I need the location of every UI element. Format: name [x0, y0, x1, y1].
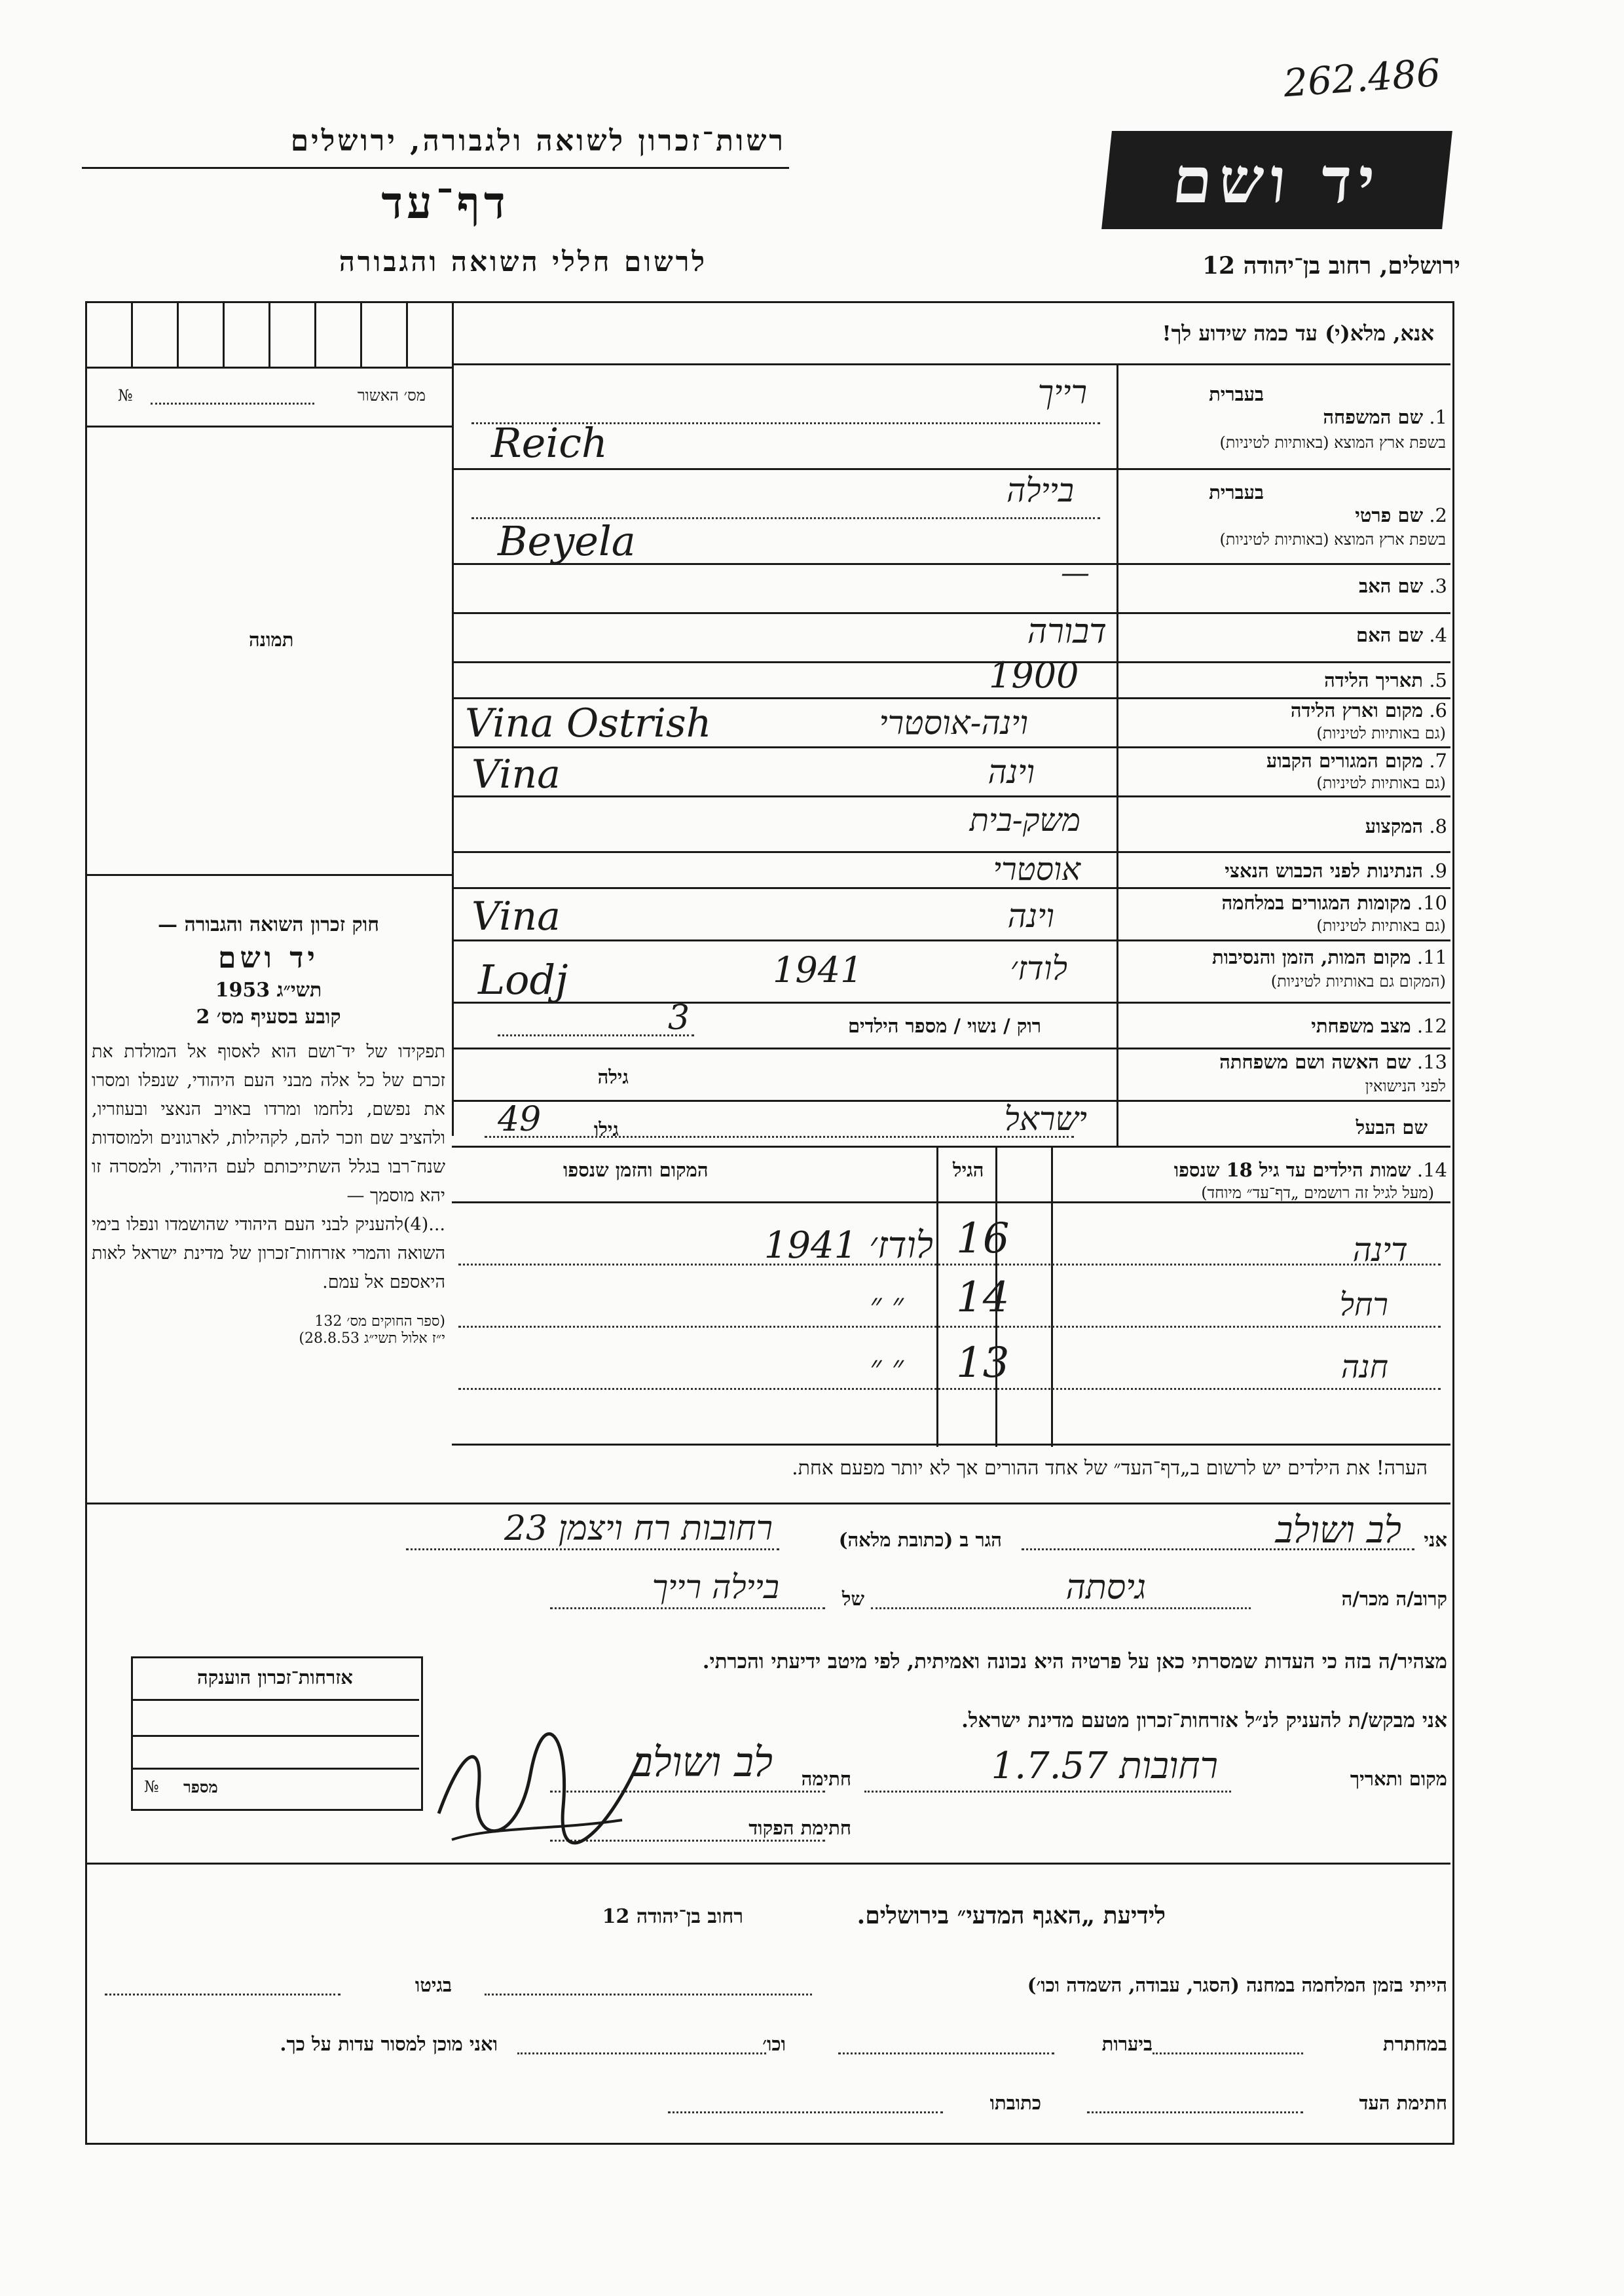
war-residence-latin: Vina — [471, 894, 561, 939]
footer-line-1a: הייתי בזמן המלחמה במחנה (הסגר, עבודה, השמדה וכו׳) — [1027, 1974, 1447, 1996]
field-1-note: בשפת ארץ המוצא (באותיות לטיניות) — [1219, 433, 1446, 452]
place-date-value: רחובות 1.7.57 — [991, 1745, 1218, 1787]
authority-title: רשות־זכרון לשואה ולגבורה, ירושלים — [290, 124, 786, 158]
footer-line-1b: בגיטו — [415, 1974, 452, 1996]
family-name-latin: Reich — [491, 419, 608, 467]
child-3-place: ״ ״ — [870, 1349, 904, 1385]
marital-options: רוק / נשוי / מספר הילדים — [847, 1015, 1041, 1037]
husband-label: שם הבעל — [1356, 1116, 1428, 1139]
children-col-age: הגיל — [953, 1159, 984, 1181]
declarant-address: רחובות רח ויצמן 23 — [504, 1509, 773, 1548]
profession-value: משק-בית — [969, 802, 1080, 839]
of-name-value: ביילה רייך — [652, 1568, 779, 1606]
child-2-name: רחל — [1339, 1286, 1388, 1323]
death-year-value: 1941 — [773, 949, 863, 991]
header-address: ירושלים, רחוב בן־יהודה 12 — [1202, 252, 1460, 280]
field-11-note: (המקום גם באותיות לטיניות) — [1270, 972, 1446, 991]
child-3-age: 13 — [956, 1339, 1010, 1387]
remark-text: הערה! את הילדים יש לרשום ב„דף־העד״ של אחד ההורים אך לא יותר מפעם אחת. — [792, 1457, 1428, 1480]
approval-number-label: מס׳ האשור — [357, 386, 426, 405]
request-text: אני מבקש/ת להעניק לנ״ל אזרחות־זכרון מטעם מדינת ישראל. — [961, 1709, 1447, 1732]
field-2-heb-tag: בעברית — [1209, 481, 1264, 503]
footer-line-2b: ביערות — [1101, 2033, 1153, 2055]
wife-age-label: גילה — [597, 1066, 629, 1088]
law-line-1: חוק זכרון השואה והגבורה — — [158, 913, 379, 936]
law-line-4: קובע בסעיף מס׳ 2 — [196, 1006, 341, 1029]
approval-number-mark: № — [118, 386, 133, 405]
child-1-name: דינה — [1352, 1231, 1408, 1269]
war-residence-hebrew: וינה — [1007, 897, 1054, 935]
field-8-label: 8. המקצוע — [1365, 815, 1447, 837]
field-6-note: (גם באותיות לטיניות) — [1316, 724, 1446, 742]
field-11-label: 11. מקום המות, הזמן והנסיבות — [1212, 946, 1447, 968]
field-7-label: 7. מקום המגורים הקבוע — [1266, 750, 1447, 772]
law-line-2: יד ושם — [218, 941, 319, 975]
birth-date-value: 1900 — [989, 655, 1079, 696]
photo-label: תמונה — [249, 629, 294, 651]
form-title: דף־עד — [381, 177, 509, 229]
declarant-name: לב ושולב — [1275, 1509, 1401, 1552]
field-2-note: בשפת ארץ המוצא (באותיות לטיניות) — [1219, 530, 1446, 549]
children-col-place: המקום והזמן שנספו — [563, 1159, 709, 1181]
husband-age-label: גילו — [593, 1118, 619, 1140]
footer-line-2d: ואני מוכן למסור עדות על כך. — [280, 2033, 498, 2055]
citizenship-title: אזרחות־זכרון הוענקה — [197, 1666, 353, 1688]
form-subtitle: לרשום חללי השואה והגבורה — [339, 246, 707, 278]
family-name-hebrew: רייך — [1037, 373, 1087, 411]
relative-label: קרוב/ה מכר/ה — [1341, 1588, 1447, 1610]
child-2-place: ״ ״ — [870, 1286, 904, 1323]
relation-value: גיסתה — [1065, 1568, 1146, 1607]
field-6-label: 6. מקום וארץ הלידה — [1290, 699, 1447, 721]
footer-title: לידיעת „האגף המדעי״ בירושלים. — [857, 1902, 1166, 1929]
birthplace-hebrew: וינה-אוסטרי — [879, 704, 1028, 742]
field-10-label: 10. מקומות המגורים במלחמה — [1221, 892, 1447, 914]
yad-vashem-logo — [1101, 131, 1452, 229]
declarant-signature: לב ושולב — [633, 1738, 773, 1786]
law-ref-1: (ספר החוקים מס׳ 132 — [314, 1313, 445, 1330]
death-place-latin: Lodj — [478, 956, 568, 1004]
citizenship-number-mark: № — [144, 1777, 159, 1796]
husband-age-value: 49 — [498, 1100, 542, 1139]
children-count-value: 3 — [668, 998, 690, 1038]
footer-line-2c: וכו׳ — [762, 2033, 786, 2055]
law-line-3: תשי״ג 1953 — [215, 979, 322, 1002]
field-1-label: 1. שם המשפחה — [1323, 406, 1447, 428]
place-date-label: מקום ותאריך — [1350, 1768, 1447, 1790]
nationality-value: אוסטרי — [993, 851, 1080, 888]
field-13-label: 13. שם האשה ושם משפחתה — [1219, 1051, 1447, 1073]
field-9-label: 9. הנתינות לפני הכבוש הנאצי — [1225, 860, 1447, 882]
citizenship-number-label: מספר — [183, 1777, 218, 1796]
resident-label: הגר ב (כתובת מלאה) — [838, 1529, 1002, 1551]
child-2-age: 14 — [956, 1273, 1010, 1322]
law-body-2: ...(4)להעניק לבני העם היהודי שהושמדו ונפלו בימי השואה והמרי אזרחות־זכרון של מדינת ישראל לאות היאספם אל עמם. — [92, 1214, 445, 1292]
footer-line-3b: כתובתו — [989, 2092, 1041, 2114]
footer-line-2a: במחתרת — [1383, 2033, 1447, 2055]
first-name-hebrew: ביילה — [1006, 471, 1074, 509]
child-1-age: 16 — [956, 1214, 1010, 1263]
field-3-label: 3. שם האב — [1359, 575, 1447, 597]
declarant-ani: אני — [1424, 1529, 1447, 1551]
field-13-note: לפני הנישואין — [1365, 1077, 1446, 1095]
logo-text: יד ושם — [1169, 143, 1385, 217]
field-1-heb-tag: בעברית — [1209, 383, 1264, 405]
children-title: 14. שמות הילדים עד גיל 18 שנספו — [1173, 1159, 1447, 1181]
first-name-latin: Beyela — [498, 517, 636, 565]
death-place-hebrew: לודז׳ — [1010, 949, 1067, 987]
child-3-name: חנה — [1340, 1349, 1388, 1385]
footer-line-3a: חתימת העד — [1359, 2092, 1447, 2114]
residence-hebrew: וינה — [987, 753, 1035, 791]
instruction-text: אנא, מלא(י) עד כמה שידוע לך! — [1162, 321, 1434, 346]
child-1-place: לודז׳ 1941 — [764, 1224, 933, 1267]
field-10-note: (גם באותיות לטיניות) — [1316, 917, 1446, 935]
of-label: של — [841, 1588, 864, 1610]
footer-address: רחוב בן־יהודה 12 — [602, 1905, 743, 1928]
mother-name-value: דבורה — [1027, 612, 1107, 651]
field-5-label: 5. תאריך הלידה — [1324, 669, 1447, 691]
law-box — [92, 913, 445, 1347]
declaration-text: מצהיר/ה בזה כי העדות שמסרתי כאן על פרטיה היא נכונה ואמיתית, לפי מיטב ידיעתי והכרתי. — [702, 1650, 1447, 1673]
signature-scribble — [426, 1715, 661, 1859]
field-4-label: 4. שם האם — [1356, 624, 1447, 646]
father-name-value: — — [1061, 556, 1090, 590]
law-body: תפקידו של יד־ושם הוא לאסוף אל המולדת את זכרם של כל אלה מבני העם היהודי, שנפלו ומסרו את נפשם, נלחמו ומרדו באויב הנאצי ובעוזריו, ולהציב שם וזכר להם, לקהילות, לארגונים ולמוסדות שנח־רבו בגלל השתייכותם לעם היהודי, ולמסרה זו יהא מוסמך — — [92, 1042, 445, 1206]
field-12-label: 12. מצב משפחתי — [1311, 1015, 1447, 1037]
birthplace-latin: Vina Ostrish — [465, 701, 712, 746]
husband-name-value: ישראל — [1004, 1100, 1087, 1138]
children-note: (מעל לגיל זה רושמים „דף־עד״ מיוחד) — [1201, 1184, 1434, 1202]
signature-label: חתימה — [801, 1768, 851, 1790]
field-2-label: 2. שם פרטי — [1355, 504, 1447, 526]
document-number: 262.486 — [1282, 50, 1442, 106]
field-7-note: (גם באותיות לטיניות) — [1316, 774, 1446, 792]
residence-latin: Vina — [471, 752, 561, 797]
law-ref-2: י״ז אלול תשי״ג 28.8.53) — [299, 1330, 445, 1347]
officer-label: חתימת הפקוד — [748, 1817, 851, 1839]
